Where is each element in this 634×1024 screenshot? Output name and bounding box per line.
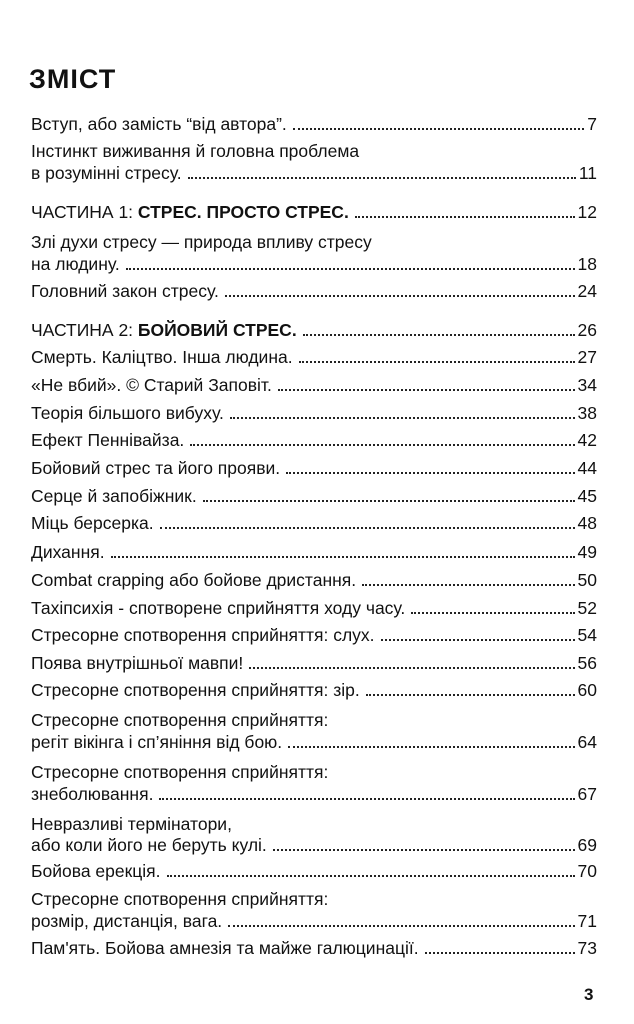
dot-leader: [278, 389, 575, 391]
page-title: ЗМІСТ: [29, 64, 117, 94]
toc-entry-title: Бойова ерекція.: [31, 861, 161, 881]
toc-entry-title: Бойовий стрес та його прояви.: [31, 458, 281, 478]
toc-entry-page: 18: [577, 254, 597, 274]
toc-entry-title-line: [31, 709, 597, 731]
part-prefix: ЧАСТИНА 2:: [31, 320, 138, 340]
toc-entry: [31, 783, 597, 805]
toc-entry-page: 50: [577, 570, 597, 590]
toc-entry-title-line: [31, 140, 597, 162]
toc-entry-title: розмір, дистанція, вага.: [31, 911, 223, 931]
dot-leader: [411, 612, 574, 614]
dot-leader: [362, 584, 574, 586]
toc-entry-page: 34: [577, 375, 597, 395]
toc-entry: [31, 569, 597, 591]
toc-entry-page: 48: [577, 513, 597, 533]
toc-entry-title: Смерть. Каліцтво. Інша людина.: [31, 347, 293, 367]
toc-entry: [31, 652, 597, 674]
toc-entry-title: «Не вбий». © Старий Заповіт.: [31, 375, 272, 395]
toc-entry-title-line: [31, 813, 597, 835]
toc-entry: [31, 280, 597, 302]
toc-entry: [31, 485, 597, 507]
dot-leader: [366, 694, 575, 696]
toc-entry: [31, 860, 597, 882]
toc-entry-title: Невразливі термінатори,: [31, 814, 232, 834]
dot-leader: [190, 444, 574, 446]
dot-leader: [381, 639, 575, 641]
toc-entry-title: регіт вікінга і сп’яніння від бою.: [31, 732, 283, 752]
dot-leader: [188, 177, 576, 179]
toc-entry: [31, 162, 597, 184]
toc-entry-title: Серце й запобіжник.: [31, 486, 197, 506]
toc-entry: [31, 402, 597, 424]
toc-entry: [31, 429, 597, 451]
toc-entry-title: [31, 201, 349, 223]
dot-leader: [203, 500, 575, 502]
toc-entry-title: [31, 319, 297, 341]
toc-entry: [31, 731, 597, 753]
toc-entry-title: Дихання.: [31, 542, 105, 562]
part-prefix: ЧАСТИНА 1:: [31, 202, 138, 222]
toc-entry-title: Злі духи стресу — природа впливу стресу: [31, 232, 372, 252]
toc-entry: [31, 597, 597, 619]
toc-entry-page: 45: [577, 486, 597, 506]
toc-entry-title: Combat crapping або бойове дристання.: [31, 570, 357, 590]
toc-entry-title: знеболювання.: [31, 784, 154, 804]
dot-leader: [249, 667, 574, 669]
toc-entry-page: 73: [577, 938, 597, 958]
toc-entry-title: на людину.: [31, 254, 120, 274]
part-title: БОЙОВИЙ СТРЕС.: [137, 320, 297, 340]
toc-entry: [31, 201, 597, 223]
dot-leader: [303, 334, 575, 336]
toc-entry: [31, 512, 597, 534]
dot-leader: [293, 128, 584, 130]
toc-entry-page: 49: [577, 542, 597, 562]
page-number: 3: [584, 985, 594, 1004]
toc-entry-page: 70: [577, 861, 597, 881]
dot-leader: [167, 875, 575, 877]
toc-entry-title: Стресорне спотворення сприйняття: слух.: [31, 625, 375, 645]
toc-entry-title: Тахіпсихія - спотворене сприйняття ходу часу.: [31, 598, 406, 618]
toc-entry: [31, 113, 597, 135]
toc-entry-page: 44: [577, 458, 597, 478]
toc-entry-page: 24: [577, 281, 597, 301]
toc-entry-title: Стресорне спотворення сприйняття:: [31, 889, 329, 909]
toc-entry: [31, 624, 597, 646]
dot-leader: [288, 746, 574, 748]
toc-entry: [31, 457, 597, 479]
toc-entry-title: Вступ, або замість “від автора”.: [31, 114, 287, 134]
toc-entry-page: 38: [577, 403, 597, 423]
toc-entry-title-line: [31, 761, 597, 783]
toc-entry-title: Поява внутрішньої мавпи!: [31, 653, 244, 673]
toc-entry: [31, 834, 597, 856]
dot-leader: [273, 849, 575, 851]
toc-entry: [31, 910, 597, 932]
toc-entry: [31, 374, 597, 396]
toc-entry: [31, 346, 597, 368]
toc-entry-title-line: [31, 888, 597, 910]
toc-entry-page: 27: [577, 347, 597, 367]
toc-entry-page: 60: [577, 680, 597, 700]
toc-entry-title-line: [31, 231, 597, 253]
toc-entry-title: Стресорне спотворення сприйняття: зір.: [31, 680, 360, 700]
toc-entry: [31, 319, 597, 341]
toc-entry-title: Теорія більшого вибуху.: [31, 403, 224, 423]
toc-entry-title: Ефект Пеннівайза.: [31, 430, 185, 450]
toc-entry-page: 54: [577, 625, 597, 645]
toc-entry-title: або коли його не беруть кулі.: [31, 835, 267, 855]
toc-entry: [31, 253, 597, 275]
dot-leader: [355, 216, 575, 218]
toc-entry-page: 71: [577, 911, 597, 931]
toc-entry-title: Стресорне спотворення сприйняття:: [31, 710, 329, 730]
toc-entry-title: Пам'ять. Бойова амнезія та майже галюцинації.: [31, 938, 419, 958]
toc-entry-title: Міць берсерка.: [31, 513, 154, 533]
toc-entry-page: 11: [578, 163, 597, 183]
toc-entry-page: 52: [577, 598, 597, 618]
dot-leader: [126, 268, 575, 270]
dot-leader: [159, 798, 574, 800]
toc-entry-title: Стресорне спотворення сприйняття:: [31, 762, 329, 782]
toc-entry-page: 7: [587, 114, 597, 134]
toc-entry-page: 67: [577, 784, 597, 804]
toc-entry-page: 26: [577, 320, 597, 340]
toc-entry-page: 42: [577, 430, 597, 450]
dot-leader: [286, 472, 574, 474]
dot-leader: [225, 295, 575, 297]
toc-entry: [31, 679, 597, 701]
toc-entry-title: Інстинкт виживання й головна проблема: [31, 141, 360, 161]
dot-leader: [230, 417, 575, 419]
toc-entry-page: 12: [577, 202, 597, 222]
toc-entry: [31, 541, 597, 563]
dot-leader: [425, 952, 575, 954]
dot-leader: [111, 556, 575, 558]
dot-leader: [160, 527, 575, 529]
part-title: СТРЕС. ПРОСТО СТРЕС.: [137, 202, 349, 222]
dot-leader: [299, 361, 575, 363]
toc-entry-page: 64: [577, 732, 597, 752]
toc-entry-title: Головний закон стресу.: [31, 281, 219, 301]
dot-leader: [228, 925, 574, 927]
toc-entry: [31, 937, 597, 959]
toc-entry-title: в розумінні стресу.: [31, 163, 182, 183]
toc-entry-page: 69: [577, 835, 597, 855]
toc-entry-page: 56: [577, 653, 597, 673]
